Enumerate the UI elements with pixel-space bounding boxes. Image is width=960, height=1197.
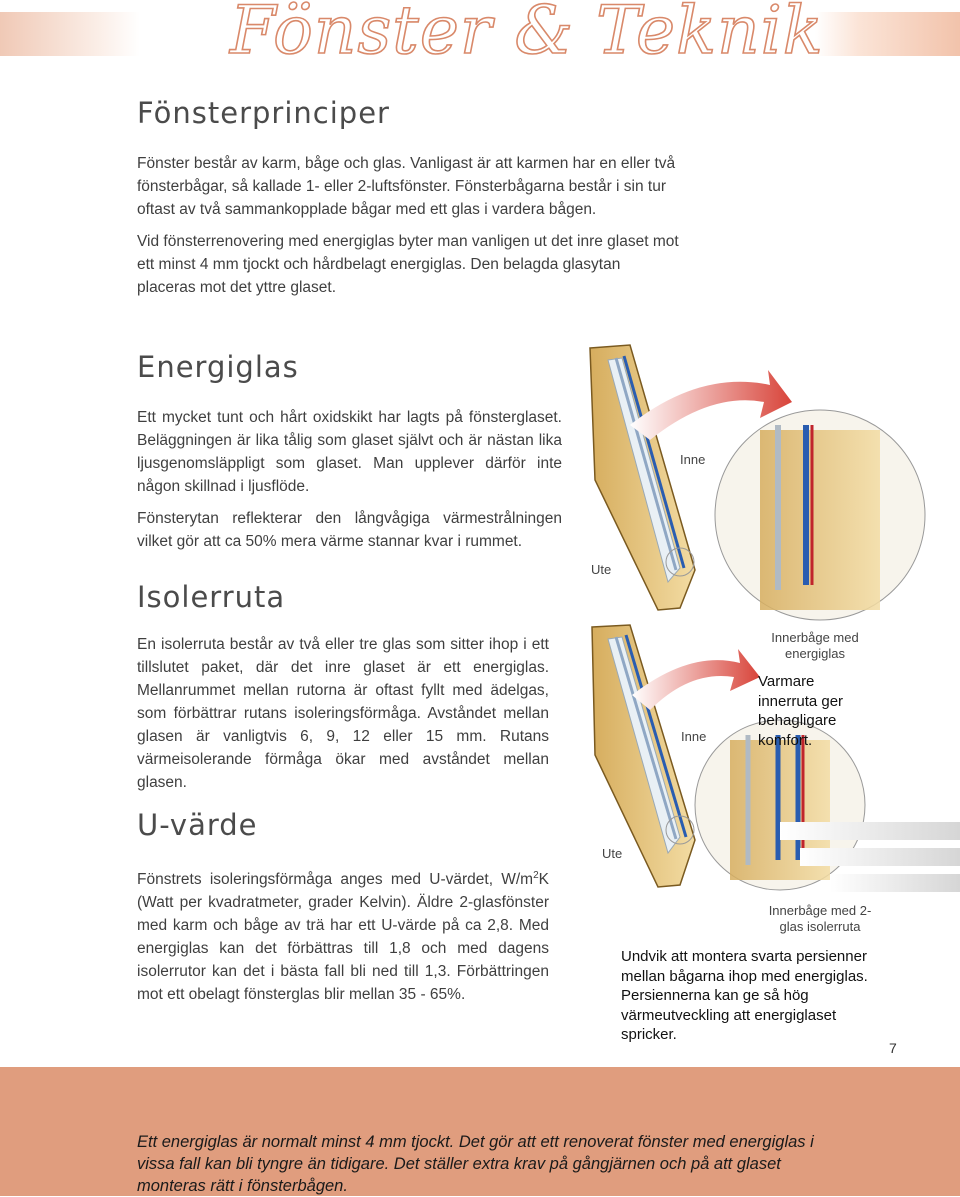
- figure2-label-inne: Inne: [681, 729, 707, 744]
- decor-bar-2: [800, 848, 960, 866]
- paragraph-fonsterprinciper-2: Vid fönsterrenovering med energiglas byter man vanligen ut det inre glaset mot ett minst 4 mm tjockt och hårdbelagt energiglas. Den belagda glasytan placeras mot det yttre glaset.: [137, 233, 679, 296]
- footer-note: Ett energiglas är normalt minst 4 mm tjockt. Det gör att ett renoverat fönster med energiglas i vissa fall kan bli tyngre än tidigare. Det ställer extra krav på gångjärnen och på att glaset monteras rätt i fönsterbågen.: [137, 1133, 814, 1195]
- page-title: Fönster & Teknik: [230, 0, 824, 69]
- heading-fonsterprinciper: Fönsterprinciper: [137, 96, 390, 130]
- figure1-label-inne: Inne: [680, 452, 706, 467]
- figure1-label-ute: Ute: [591, 562, 612, 577]
- page-number: 7: [889, 1040, 897, 1056]
- header-gradient-left: [0, 12, 140, 56]
- heading-energiglas: Energiglas: [137, 350, 299, 384]
- figure-energiglas-window: [570, 330, 960, 630]
- paragraph-isolerruta: En isolerruta består av två eller tre glas som sitter ihop i ett tillslutet paket, där det inre glaset är ett energiglas. Mellanrummet mellan rutorna är oftast fyllt med ädelgas, som förbättrar rutans isoleringsförmåga. Avståndet mellan glasen är vanligtvis 6, 9, 12 eller 15 mm. Rutans värmeisolerande förmåga ökar med avståndet mellan glasen.: [137, 636, 549, 791]
- uvarde-text-b: K (Watt per kvadratmeter, grader Kelvin). Äldre 2-glasfönster med karm och båge av trä har ett U-värde på ca 2,8. Med energiglas kan det förbättras till 1,8 och med dagens isolerrutor kan det i bästa fall bli ned till 1,3. Förbättringen mot ett obelagt fönsterglas blir mellan 35 - 65%.: [137, 871, 549, 1004]
- heat-reflection-arrow-2: [632, 649, 760, 710]
- figure2-label-innerbage-isolerruta: Innerbåge med 2-glas isolerruta: [768, 903, 872, 934]
- paragraph-energiglas-2: Fönsterytan reflekterar den långvågiga värmestrålningen vilket gör att ca 50% mera värme stannar kvar i rummet.: [137, 510, 562, 550]
- decor-bar-3: [830, 874, 960, 892]
- heading-isolerruta: Isolerruta: [137, 580, 286, 614]
- uvarde-text-a: Fönstrets isoleringsförmåga anges med U-värdet, W/m: [137, 871, 534, 889]
- paragraph-fonsterprinciper-1: Fönster består av karm, båge och glas. Vanligast är att karmen har en eller två fönsterbågar, så kallade 1- eller 2-luftsfönster. Fönsterbågarna består i sin tur oftast av två sammankopplade bågar med ett glas i vardera bågen.: [137, 155, 676, 218]
- paragraph-uvarde: [137, 864, 549, 1006]
- figure2-label-ute: Ute: [602, 846, 623, 861]
- note-persienner: Undvik att montera svarta persienner mellan bågarna ihop med energiglas. Persiennerna kan ge så hög värmeutveckling att energiglaset spricker.: [621, 948, 868, 1043]
- decor-bar-1: [780, 822, 960, 840]
- uvarde-superscript: 2: [533, 870, 539, 881]
- figure2-callout: Varmare innerruta ger behagligare komfort.: [758, 673, 844, 749]
- figure2-label-innerbage: Innerbåge med energiglas: [771, 630, 859, 661]
- header-gradient-right: [815, 12, 960, 56]
- paragraph-energiglas-1: Ett mycket tunt och hårt oxidskikt har lagts på fönsterglaset. Beläggningen är lika tålig som glaset självt och är nästan lika ljusgenomsläppligt som glaset. Man upplever därför inte någon skillnad i ljusflöde.: [137, 409, 562, 495]
- heading-uvarde: U-värde: [137, 808, 258, 842]
